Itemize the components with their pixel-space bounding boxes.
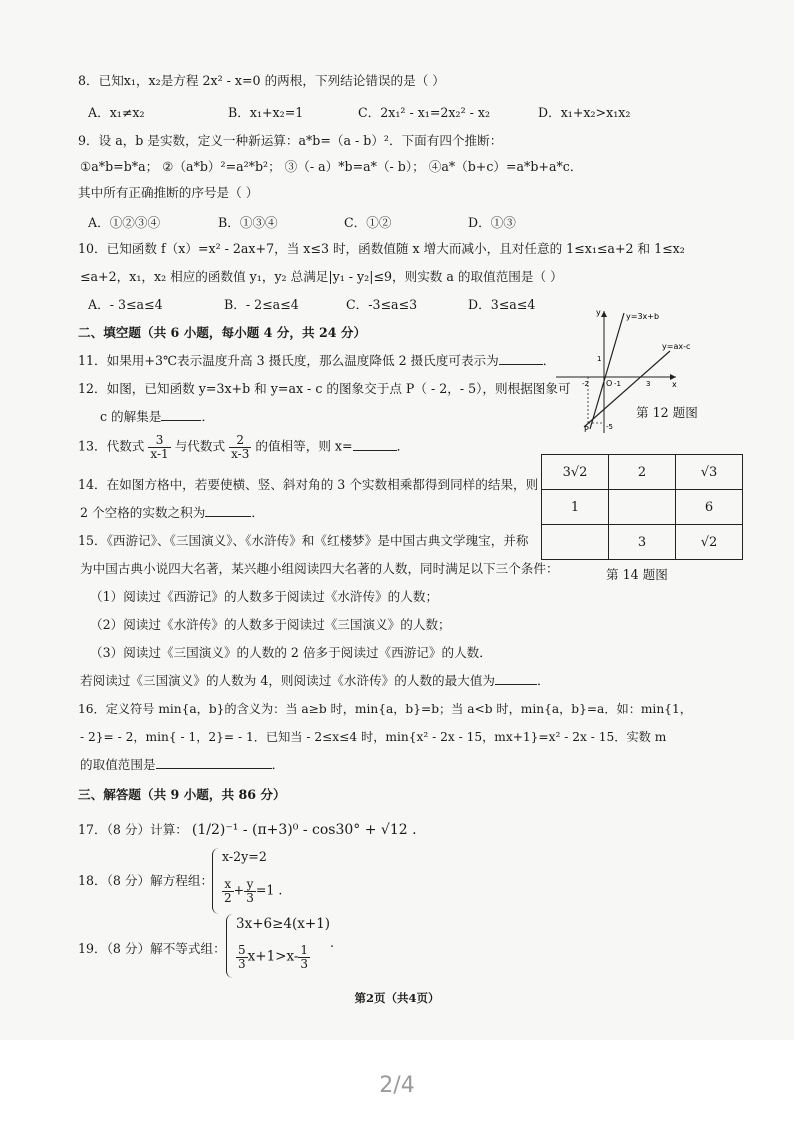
- fraction-3-over-x-minus-1: [148, 434, 170, 460]
- question-17-prefix: 17．（8 分）计算：: [78, 822, 188, 837]
- tick-label-y1: 1: [597, 355, 602, 363]
- question-10-stem: 10．已知函数 f（x）=x² - 2ax+7，当 x≤3 时，函数值随 x 增大而减小，且对任意的 1≤x₁≤a+2 和 1≤x₂: [78, 241, 685, 256]
- equation-1: x-2y=2: [222, 849, 267, 864]
- inequality-tail: .: [330, 935, 335, 950]
- question-12-line2-text: c 的解集是: [100, 409, 162, 424]
- question-14-line2: 2 个空格的实数之积为 ．: [80, 505, 264, 520]
- question-16-line1: 16．定义符号 min{a，b}的含义为：当 a≥b 时，min{a，b}=b；当 a<b 时，min{a，b}=a．如：min{1，: [78, 702, 692, 716]
- question-15-last-text: 若阅读过《三国演义》的人数为 4，则阅读过《水浒传》的人数的最大值为: [80, 673, 496, 688]
- question-13-mid: 与代数式: [174, 438, 226, 454]
- question-9-stem: 9．设 a，b 是实数，定义一种新运算：a*b=（a - b）²．下面有四个推断：: [78, 133, 503, 148]
- tick-label-neg1: -1: [614, 380, 621, 388]
- grid-cell: 2: [609, 455, 676, 490]
- x-axis-label: x: [672, 380, 677, 389]
- line-y-3x-plus-b: [590, 313, 624, 429]
- grid-cell-empty: [542, 525, 609, 560]
- q8-option-d: D．x₁+x₂>x₁x₂: [538, 105, 631, 120]
- question-9-line3: 其中所有正确推断的序号是（ ）: [78, 185, 259, 200]
- question-13: 13．代数式 $\frac{3}{x-1}$ 与代数式 $\frac{2}{x-3}$ 的值相等，则 x= ．: [78, 433, 410, 461]
- q9-option-c: C．①②: [344, 215, 392, 230]
- label-y-3x-plus-b: y=3x+b: [626, 312, 660, 321]
- fraction-numerator: x: [222, 878, 234, 892]
- fraction-numerator: 5: [238, 943, 246, 957]
- question-15-line1: 15．《西游记》、《三国演义》、《水浒传》和《红楼梦》是中国古典文学瑰宝，并称: [78, 533, 529, 548]
- left-brace: [226, 914, 233, 978]
- label-y-ax-minus-c: y=ax-c: [662, 342, 691, 351]
- q9-option-a: A．①②③④: [88, 215, 161, 230]
- question-13-suffix: 的值相等，则 x=: [255, 438, 353, 454]
- inequality-middle: x+1>x-: [247, 948, 299, 965]
- grid-cell: 3√2: [542, 455, 609, 490]
- tick-label-3: 3: [646, 380, 651, 388]
- grid-cell: 1: [542, 490, 609, 525]
- question-18-prefix: 18．（8 分）解方程组：: [78, 873, 214, 888]
- question-12-line1: 12．如图，已知函数 y=3x+b 和 y=ax - c 的图象交于点 P（ - 2，- 5），则根据图象可: [78, 381, 571, 396]
- fraction-numerator: 3: [148, 434, 170, 448]
- question-8-stem: 8．已知x₁，x₂是方程 2x² - x=0 的两根，下列结论错误的是（ ）: [78, 73, 445, 88]
- fraction-1-over-3: [298, 944, 310, 970]
- question-14-line2-text: 2 个空格的实数之积为: [80, 505, 206, 520]
- tick-label-neg2: -2: [582, 380, 589, 388]
- answer-blank-14: [205, 504, 251, 517]
- y-axis-arrow: [601, 311, 607, 317]
- question-12-line2: c 的解集是 ．: [100, 409, 215, 424]
- question-15-last: 若阅读过《三国演义》的人数为 4，则阅读过《水浒传》的人数的最大值为 ．: [80, 673, 550, 688]
- question-17: [78, 820, 417, 841]
- question-11-text: 11．如果用+3℃表示温度升高 3 摄氏度，那么温度降低 2 摄氏度可表示为: [78, 353, 499, 368]
- q8-option-c: C．2x₁² - x₁=2x₂² - x₂: [358, 105, 491, 120]
- equation-rhs: =1 .: [255, 882, 283, 898]
- fraction-denominator: 2: [224, 890, 232, 905]
- question-15-line2: 为中国古典小说四大名著，某兴趣小组阅读四大名著的人数，同时满足以下三个条件：: [80, 561, 559, 576]
- fraction-numerator: y: [244, 878, 256, 892]
- q10-option-a: A．- 3≤a≤4: [88, 297, 163, 312]
- answer-blank-15: [495, 672, 537, 685]
- origin-label: O: [606, 379, 613, 388]
- question-9-line2: ①a*b=b*a； ②（a*b）²=a²*b²； ③（- a）*b=a*（- b）； ④a*（b+c）=a*b+a*c．: [80, 159, 583, 174]
- question-10-line2: ≤a+2，x₁，x₂ 相应的函数值 y₁，y₂ 总满足|y₁ - y₂|≤9，则实数 a 的取值范围是（ ）: [80, 269, 563, 284]
- grid-row: [542, 525, 743, 560]
- fraction-y-over-3: [244, 878, 256, 904]
- q8-option-a: A．x₁≠x₂: [88, 105, 145, 120]
- fraction-5-over-3: [236, 944, 248, 970]
- answer-blank-12: [161, 408, 201, 421]
- figure-14-caption: 第 14 题图: [606, 567, 668, 582]
- point-p-label: P: [584, 425, 589, 434]
- question-15-condition-3: （3）阅读过《三国演义》的人数的 2 倍多于阅读过《西游记》的人数．: [90, 645, 492, 660]
- fraction-x-over-2: [222, 878, 234, 904]
- fraction-2-over-x-minus-3: [229, 434, 251, 460]
- section-2-heading: 二、填空题（共 6 小题，每小题 4 分，共 24 分）: [78, 325, 367, 340]
- plus-sign: +: [233, 882, 245, 898]
- answer-blank-11: [499, 352, 543, 365]
- question-17-expression: (1/2)⁻¹ - (π+3)⁰ - cos30° + √12 .: [191, 822, 417, 838]
- question-11: 11．如果用+3℃表示温度升高 3 摄氏度，那么温度降低 2 摄氏度可表示为 ．: [78, 353, 556, 368]
- question-13-prefix: 13．代数式: [78, 438, 145, 454]
- left-brace: [212, 848, 219, 914]
- question-14-line1: 14．在如图方格中，若要使横、竖、斜对角的 3 个实数相乘都得到同样的结果，则: [78, 477, 539, 492]
- grid-row: [542, 490, 743, 525]
- q8-option-b: B．x₁+x₂=1: [228, 105, 304, 120]
- grid-cell: √2: [676, 525, 743, 560]
- q9-option-b: B．①③④: [218, 215, 278, 230]
- tick-label-yneg5: -5: [606, 423, 613, 431]
- equation-2: [222, 878, 282, 904]
- grid-cell: 6: [676, 490, 743, 525]
- question-19-prefix: 19．（8 分）解不等式组：: [78, 941, 226, 956]
- fraction-denominator: 3: [246, 890, 254, 905]
- fraction-numerator: 2: [229, 434, 251, 448]
- grid-row: [542, 455, 743, 490]
- figure-14-grid: [541, 454, 743, 560]
- question-16-line2: - 2}= - 2，min{ - 1，2}= - 1．已知当 - 2≤x≤4 时，min{x² - 2x - 15，mx+1}=x² - 2x - 15．实数 m: [80, 730, 667, 744]
- fraction-denominator: 3: [238, 956, 246, 971]
- figure-12-caption: 第 12 题图: [636, 405, 698, 420]
- grid-cell: 3: [609, 525, 676, 560]
- q10-option-b: B．- 2≤a≤4: [224, 297, 299, 312]
- answer-blank-16: [156, 756, 272, 769]
- fraction-denominator: x-1: [150, 446, 169, 461]
- inequality-2: [236, 944, 310, 970]
- q10-option-d: D．3≤a≤4: [468, 297, 536, 312]
- page-indicator: 2/4: [379, 1073, 415, 1098]
- answer-blank-13: [353, 438, 397, 451]
- grid-cell: √3: [676, 455, 743, 490]
- fraction-denominator: x-3: [231, 446, 250, 461]
- question-16-line3: 的取值范围是 ．: [80, 757, 285, 772]
- inequality-1: 3x+6≥4(x+1): [236, 916, 331, 932]
- question-15-condition-1: （1）阅读过《西游记》的人数多于阅读过《水浒传》的人数；: [90, 589, 439, 604]
- question-16-line3-text: 的取值范围是: [80, 757, 156, 772]
- q9-option-d: D．①③: [468, 215, 516, 230]
- fraction-numerator: 1: [300, 943, 309, 957]
- grid-cell-empty: [609, 490, 676, 525]
- fraction-denominator: 3: [300, 956, 309, 971]
- section-3-heading: 三、解答题（共 9 小题，共 86 分）: [78, 787, 286, 802]
- q10-option-c: C．-3≤a≤3: [346, 297, 418, 312]
- page-footer: 第2页（共4页）: [354, 991, 440, 1005]
- question-15-condition-2: （2）阅读过《水浒传》的人数多于阅读过《三国演义》的人数；: [90, 617, 451, 632]
- y-axis-label: y: [596, 308, 601, 317]
